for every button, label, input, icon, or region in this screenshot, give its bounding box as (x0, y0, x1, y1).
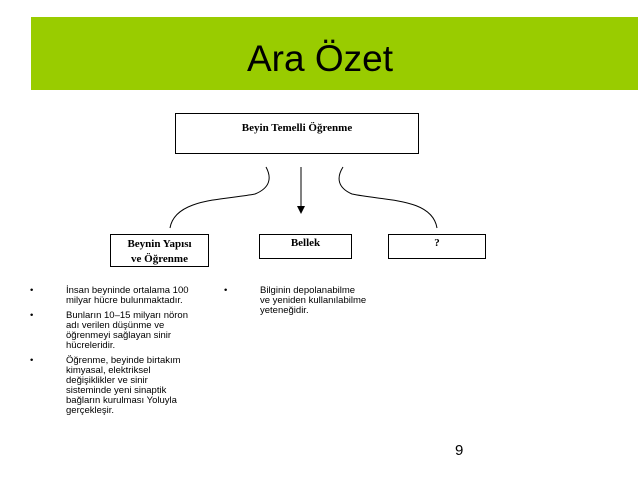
list-item: • Bilginin depolanabilme ve yeniden kullanılabilme yeteneğidir. (224, 285, 367, 316)
diagram-box-memory: Bellek (259, 234, 352, 259)
connector-right (339, 167, 437, 228)
list-item: • İnsan beyninde ortalama 100 milyar hücre bulunmaktadır. (30, 285, 189, 306)
bullet-icon: • (224, 285, 228, 296)
connector-left (170, 167, 269, 228)
diagram-box-unknown: ? (388, 234, 486, 259)
connector-center-arrowhead (297, 206, 305, 214)
bullet-icon: • (30, 285, 34, 296)
diagram-box-brain-structure (110, 234, 209, 267)
left-bullet-list (30, 286, 230, 421)
page-number: 9 (455, 442, 464, 459)
list-item: • Öğrenme, beyinde birtakım kimyasal, elektriksel değişiklikler ve sinir sisteminde yeni sinaptik bağların kurulması Yoluyla gerçekleşir. (30, 355, 181, 416)
slide-title: Ara Özet (247, 38, 393, 79)
box-brain-line1: Beynin Yapısı (127, 238, 192, 250)
right-bullet-list (224, 286, 424, 321)
bullet-icon: • (30, 310, 34, 321)
box-brain-line2: ve Öğrenme (131, 253, 188, 265)
diagram-main-box: Beyin Temelli Öğrenme (175, 113, 419, 154)
bullet-icon: • (30, 355, 34, 366)
list-item: • Bunların 10–15 milyarı nöron adı verilen düşünme ve öğrenmeyi sağlayan sinir hücreleridir. (30, 310, 188, 351)
